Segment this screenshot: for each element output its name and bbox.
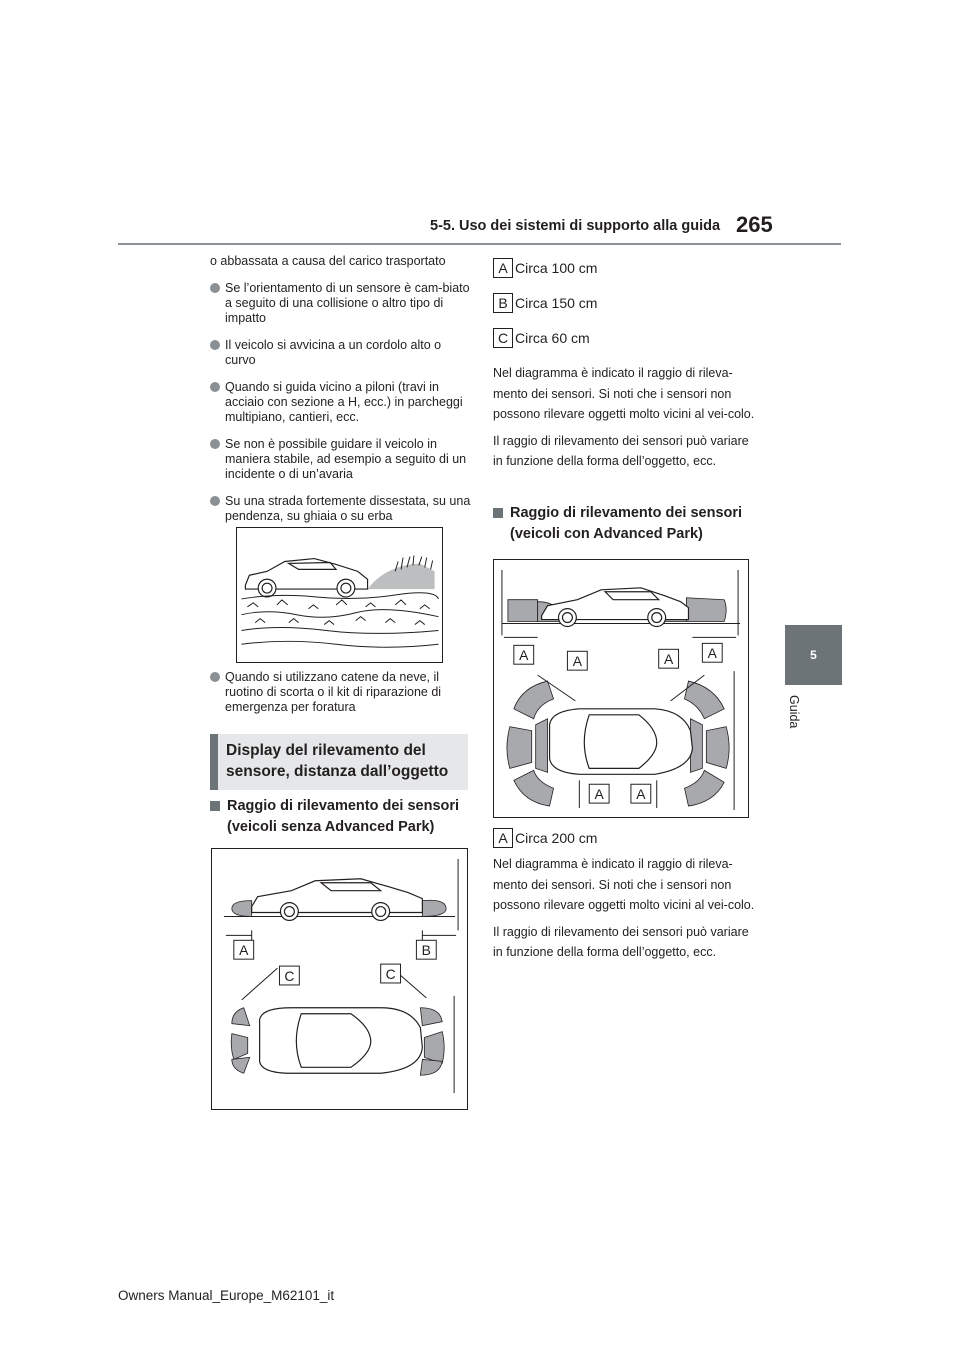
- rough-terrain-figure: [236, 527, 443, 663]
- square-bullet-icon: [493, 508, 503, 518]
- chapter-tab[interactable]: [785, 625, 842, 685]
- label-a: A: [519, 647, 529, 664]
- list-item: Su una strada fortemente dissestata, su una pendenza, su ghiaia o su erba: [210, 494, 472, 524]
- list-item: Il veicolo si avvicina a un cordolo alto o curvo: [210, 338, 472, 368]
- list-item: Quando si utilizzano catene da neve, il ruotino di scorta o il kit di riparazione di emergenza per foratura: [210, 670, 472, 715]
- label-a: A: [707, 645, 717, 662]
- legend-row: [493, 828, 597, 848]
- label-a: A: [636, 786, 646, 803]
- chapter-label: Guida: [787, 695, 801, 729]
- legend-text: Circa 100 cm: [515, 260, 598, 276]
- legend-text: Circa 150 cm: [515, 295, 598, 311]
- bullet-icon: [210, 283, 220, 293]
- chapter-number: 5: [810, 648, 817, 662]
- continued-text: o abbassata a causa del carico trasportato: [210, 254, 446, 268]
- list-item: Se l’orientamento di un sensore è cam-biato a seguito di una collisione o altro tipo di impatto: [210, 281, 472, 326]
- paragraph: Nel diagramma è indicato il raggio di rileva-mento dei sensori. Si noti che i sensori non possono rilevare oggetti molto vicini al vei-colo.: [493, 366, 755, 421]
- legend-key: B: [493, 293, 513, 313]
- label-a: A: [594, 786, 604, 803]
- list-item: Quando si guida vicino a piloni (travi in acciaio con sezione a H, ecc.) in parcheggi multipiano, cantieri, ecc.: [210, 380, 472, 425]
- bullet-icon: [210, 672, 220, 682]
- label-b: B: [421, 942, 431, 959]
- footer-text: Owners Manual_Europe_M62101_it: [118, 1288, 335, 1303]
- sensor-range-diagram: [212, 849, 467, 1109]
- legend-key: C: [493, 328, 513, 348]
- legend-row: [493, 328, 758, 348]
- bullet-icon: [210, 340, 220, 350]
- legend-key: A: [493, 828, 513, 848]
- bullet-icon: [210, 496, 220, 506]
- square-bullet-icon: [210, 801, 220, 811]
- paragraph: Il raggio di rilevamento dei sensori può variare in funzione della forma dell’oggetto, ecc.: [493, 433, 749, 468]
- subheading-with-advanced-park: Raggio di rilevamento dei sensori (veicoli con Advanced Park): [493, 503, 758, 545]
- legend-row: [493, 293, 758, 313]
- right-column: [493, 258, 758, 472]
- label-c-left: C: [284, 967, 295, 984]
- legend-text: Circa 60 cm: [515, 330, 590, 346]
- label-a: A: [663, 651, 674, 668]
- label-c-right: C: [385, 966, 396, 982]
- header-divider: [118, 243, 841, 245]
- legend-row: [493, 258, 758, 278]
- bullet-icon: [210, 439, 220, 449]
- paragraph: Il raggio di rilevamento dei sensori può variare in funzione della forma dell’oggetto, ecc.: [493, 924, 749, 959]
- label-a: A: [239, 942, 249, 959]
- subheading-without-advanced-park: Raggio di rilevamento dei sensori (veicoli senza Advanced Park): [210, 796, 472, 838]
- section-heading: Display del rilevamento del sensore, distanza dall’oggetto: [210, 734, 468, 790]
- page-number: 265: [736, 212, 773, 237]
- car-on-rough-terrain-illustration: [237, 528, 442, 662]
- right-column-body: [493, 854, 758, 963]
- left-column: [210, 254, 472, 536]
- sensor-range-figure-advanced-park: [493, 559, 749, 818]
- label-a: A: [572, 653, 582, 670]
- sensor-range-figure-standard: [211, 848, 468, 1110]
- list-item: Se non è possibile guidare il veicolo in maniera stabile, ad esempio a seguito di un incidente o di un’avaria: [210, 437, 472, 482]
- section-title: 5-5. Uso dei sistemi di supporto alla guida: [430, 218, 721, 234]
- advanced-park-sensor-diagram: [494, 560, 748, 817]
- legend-key: A: [493, 258, 513, 278]
- legend-text: Circa 200 cm: [515, 830, 598, 846]
- bullet-icon: [210, 382, 220, 392]
- paragraph: Nel diagramma è indicato il raggio di rileva-mento dei sensori. Si noti che i sensori non possono rilevare oggetti molto vicini al vei-colo.: [493, 857, 755, 912]
